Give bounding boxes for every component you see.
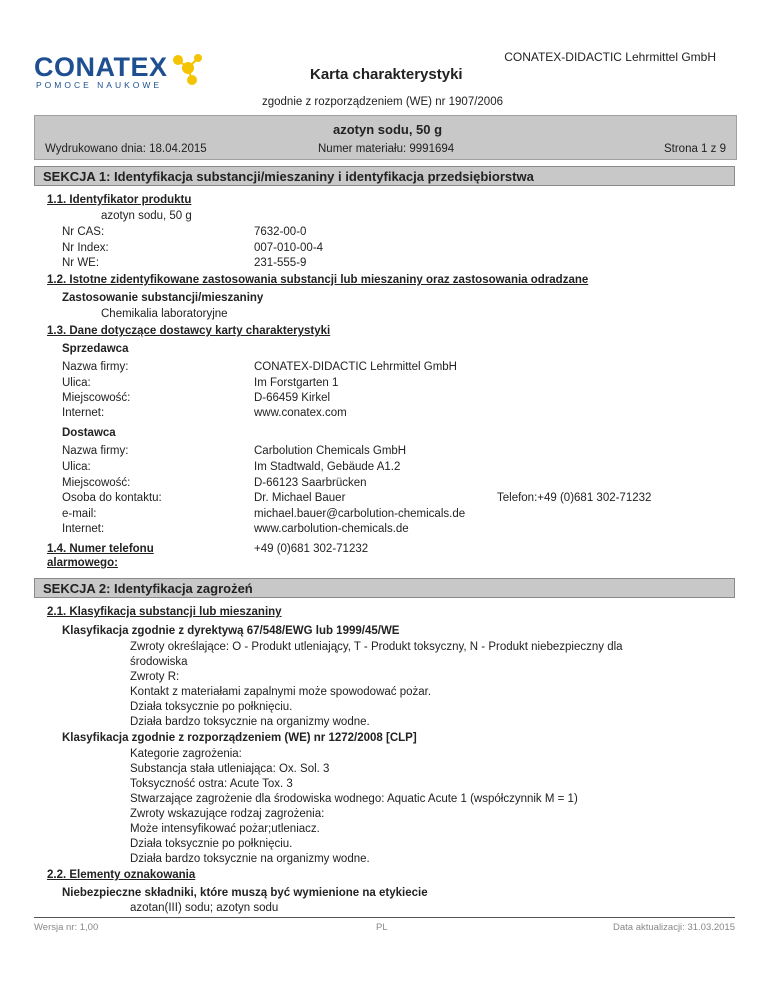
dir-line-4: Kontakt z materiałami zapalnymi może spowodować pożar. bbox=[130, 686, 432, 698]
s12-title: 1.2. Istotne zidentyfikowane zastosowania substancji lub mieszaniny oraz zastosowania odradzane bbox=[47, 274, 589, 286]
company-name: CONATEX-DIDACTIC Lehrmittel GmbH bbox=[504, 50, 716, 64]
seller-web[interactable]: www.conatex.com bbox=[254, 407, 347, 419]
document-title: Karta charakterystyki bbox=[310, 66, 463, 83]
page-number: Strona 1 z 9 bbox=[663, 143, 726, 155]
we-value: 231-555-9 bbox=[254, 257, 307, 269]
we-label: Nr WE: bbox=[62, 257, 100, 269]
molecule-icon bbox=[170, 50, 206, 86]
s14-title-line2: alarmowego: bbox=[47, 557, 118, 569]
seller-label: Sprzedawca bbox=[62, 343, 129, 355]
s11-product: azotyn sodu, 50 g bbox=[101, 210, 192, 222]
s22-title: 2.2. Elementy oznakowania bbox=[47, 869, 196, 881]
seller-street-label: Ulica: bbox=[62, 377, 91, 389]
supplier-contact-label: Osoba do kontaktu: bbox=[62, 492, 162, 504]
supplier-company-label: Nazwa firmy: bbox=[62, 445, 129, 457]
s13-title: 1.3. Dane dotyczące dostawcy karty charakterystyki bbox=[47, 325, 331, 337]
index-value: 007-010-00-4 bbox=[254, 242, 324, 254]
clp-line-7: Działa toksycznie po połknięciu. bbox=[130, 838, 293, 850]
use-label: Zastosowanie substancji/mieszaniny bbox=[62, 292, 264, 304]
supplier-phone: Telefon:+49 (0)681 302-71232 bbox=[497, 492, 652, 504]
clp-line-6: Może intensyfikować pożar;utleniacz. bbox=[130, 823, 320, 835]
seller-company-label: Nazwa firmy: bbox=[62, 361, 129, 373]
supplier-street-label: Ulica: bbox=[62, 461, 91, 473]
label-components-title: Niebezpieczne składniki, które muszą być wymienione na etykiecie bbox=[62, 887, 428, 899]
supplier-contact: Dr. Michael Bauer bbox=[254, 492, 346, 504]
material-number: Numer materiału: 9991694 bbox=[318, 143, 455, 155]
supplier-email-label: e-mail: bbox=[62, 508, 97, 520]
supplier-web-label: Internet: bbox=[62, 523, 105, 535]
section-2-header: SEKCJA 2: Identyfikacja zagrożeń bbox=[34, 578, 735, 598]
conatex-logo bbox=[34, 52, 204, 92]
label-components-value: azotan(III) sodu; azotyn sodu bbox=[130, 902, 279, 914]
clp-line-3: Toksyczność ostra: Acute Tox. 3 bbox=[130, 778, 293, 790]
footer-language: PL bbox=[376, 922, 388, 933]
seller-city-label: Miejscowość: bbox=[62, 392, 131, 404]
footer-divider bbox=[34, 917, 735, 918]
footer-version: Wersja nr: 1,00 bbox=[34, 922, 99, 933]
logo-subtitle: POMOCE NAUKOWE bbox=[36, 80, 163, 90]
footer-updated: Data aktualizacji: 31.03.2015 bbox=[613, 922, 735, 933]
supplier-city-label: Miejscowość: bbox=[62, 477, 131, 489]
dir-line-5: Działa toksycznie po połknięciu. bbox=[130, 701, 293, 713]
supplier-company: Carbolution Chemicals GmbH bbox=[254, 445, 407, 457]
printed-date: Wydrukowano dnia: 18.04.2015 bbox=[45, 143, 207, 155]
cas-value: 7632-00-0 bbox=[254, 226, 307, 238]
dir-line-2: środowiska bbox=[130, 656, 188, 668]
dir-line-6: Działa bardzo toksycznie na organizmy wodne. bbox=[130, 716, 370, 728]
seller-city: D-66459 Kirkel bbox=[254, 392, 331, 404]
s14-title-line1: 1.4. Numer telefonu bbox=[47, 543, 154, 555]
seller-street: Im Forstgarten 1 bbox=[254, 377, 339, 389]
supplier-web[interactable]: www.carbolution-chemicals.de bbox=[254, 523, 409, 535]
dir-classification-title: Klasyfikacja zgodnie z dyrektywą 67/548/EWG lub 1999/45/WE bbox=[62, 625, 400, 637]
dir-line-1: Zwroty określające: O - Produkt utleniają̧cy, T - Produkt toksyczny, N - Produkt niebezpieczny dla bbox=[130, 641, 623, 653]
seller-web-label: Internet: bbox=[62, 407, 105, 419]
seller-company: CONATEX-DIDACTIC Lehrmittel GmbH bbox=[254, 361, 457, 373]
product-header-box bbox=[34, 115, 737, 160]
clp-line-5: Zwroty wskazujące rodzaj zagrożenia: bbox=[130, 808, 325, 820]
s21-title: 2.1. Klasyfikacja substancji lub mieszaniny bbox=[47, 606, 282, 618]
clp-line-1: Kategorie zagrożenia: bbox=[130, 748, 242, 760]
clp-line-4: Stwarzające zagrożenie dla środowiska wodnego: Aquatic Acute 1 (współczynnik M = 1) bbox=[130, 793, 578, 805]
logo-wordmark: CONATEX bbox=[34, 52, 168, 82]
use-value: Chemikalia laboratoryjne bbox=[101, 308, 228, 320]
s11-title: 1.1. Identyfikator produktu bbox=[47, 194, 192, 206]
product-name: azotyn sodu, 50 g bbox=[333, 122, 443, 137]
clp-line-8: Działa bardzo toksycznie na organizmy wodne. bbox=[130, 853, 370, 865]
index-label: Nr Index: bbox=[62, 242, 109, 254]
supplier-email[interactable]: michael.bauer@carbolution-chemicals.de bbox=[254, 508, 466, 520]
cas-label: Nr CAS: bbox=[62, 226, 105, 238]
supplier-label: Dostawca bbox=[62, 427, 116, 439]
clp-classification-title: Klasyfikacja zgodnie z rozporządzeniem (WE) nr 1272/2008 [CLP] bbox=[62, 732, 417, 744]
dir-line-3: Zwroty R: bbox=[130, 671, 180, 683]
emergency-phone: +49 (0)681 302-71232 bbox=[254, 543, 369, 555]
regulation-line: zgodnie z rozporządzeniem (WE) nr 1907/2006 bbox=[262, 96, 503, 108]
clp-line-2: Substancja stała utleniająca: Ox. Sol. 3 bbox=[130, 763, 330, 775]
supplier-city: D-66123 Saarbrücken bbox=[254, 477, 367, 489]
section-1-header: SEKCJA 1: Identyfikacja substancji/mieszaniny i identyfikacja przedsiębiorstwa bbox=[34, 166, 735, 186]
supplier-street: Im Stadtwald, Gebäude A1.2 bbox=[254, 461, 401, 473]
